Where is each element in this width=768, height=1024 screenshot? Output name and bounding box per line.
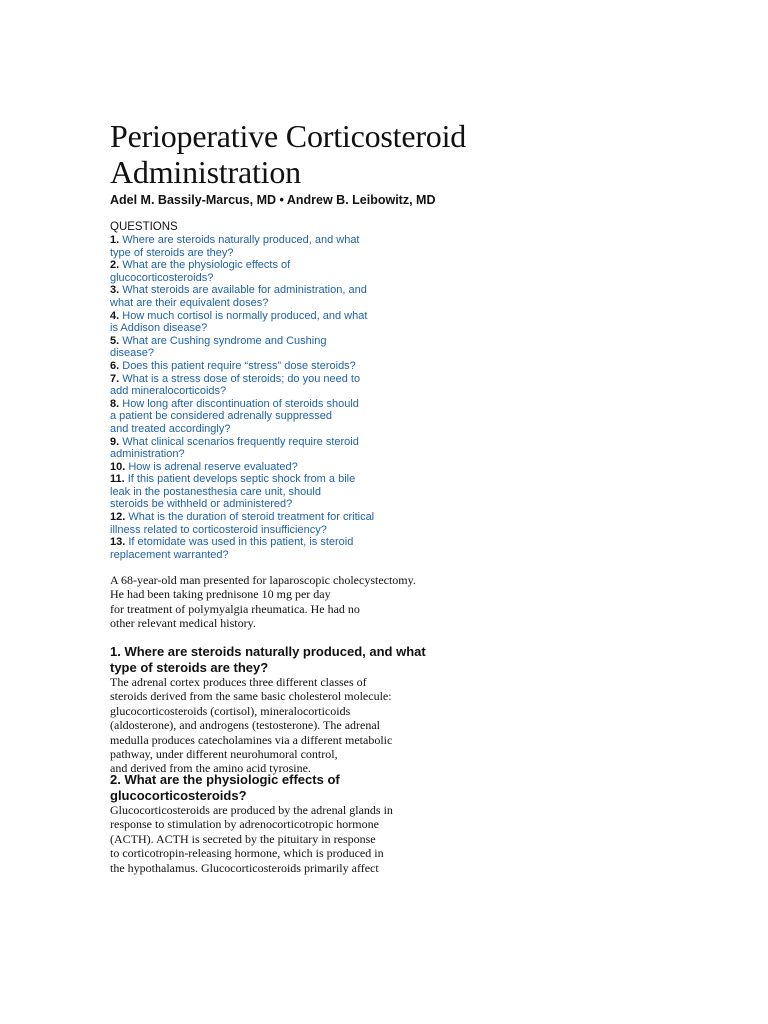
question-item-9[interactable]	[110, 436, 374, 461]
question-number: 5.	[110, 334, 120, 347]
author-line: Adel M. Bassily-Marcus, MD • Andrew B. Leibowitz, MD	[110, 193, 436, 207]
question-link-cont[interactable]: illness related to corticosteroid insufficiency?	[110, 523, 327, 536]
question-link[interactable]: Does this patient require “stress” dose steroids?	[122, 359, 356, 372]
case-line: for treatment of polymyalgia rheumatica. He had no	[110, 601, 360, 616]
section-heading-line: type of steroids are they?	[110, 659, 269, 675]
case-description	[110, 573, 416, 631]
question-link[interactable]: How much cortisol is normally produced, and what	[122, 309, 368, 322]
title-line-1: Perioperative Corticosteroid	[110, 118, 467, 154]
question-number: 9.	[110, 435, 120, 448]
question-item-5[interactable]	[110, 335, 374, 360]
question-link[interactable]: If this patient develops septic shock from a bile	[127, 473, 356, 486]
question-link-cont[interactable]: what are their equivalent doses?	[110, 296, 269, 309]
question-link[interactable]: What are the physiologic effects of	[122, 259, 291, 272]
question-link-cont[interactable]: add mineralocorticoids?	[110, 385, 227, 398]
question-link[interactable]: What clinical scenarios frequently require steroid	[122, 435, 359, 448]
questions-heading: QUESTIONS	[110, 221, 178, 233]
question-number: 7.	[110, 372, 120, 385]
question-number: 12.	[110, 511, 126, 524]
question-link[interactable]: What steroids are available for administration, and	[122, 284, 367, 297]
section-heading-line: 1. Where are steroids naturally produced, and what	[110, 644, 426, 659]
body-line: (ACTH). ACTH is secreted by the pituitary in response	[110, 831, 376, 846]
body-line: steroids derived from the same basic cholesterol molecule:	[110, 689, 392, 704]
question-number: 13.	[110, 536, 126, 549]
question-link-cont[interactable]: leak in the postanesthesia care unit, should	[110, 485, 321, 498]
body-line: glucocorticosteroids (cortisol), mineralocorticoids	[110, 703, 351, 718]
question-number: 1.	[110, 234, 120, 246]
body-line: medulla produces catecholamines via a different metabolic	[110, 732, 393, 747]
question-item-1[interactable]	[110, 234, 374, 259]
body-line: The adrenal cortex produces three different classes of	[110, 675, 367, 689]
body-line: and derived from the amino acid tyrosine.	[110, 761, 311, 776]
section-2-body	[110, 803, 393, 875]
question-item-11[interactable]	[110, 473, 374, 511]
section-2-heading	[110, 772, 340, 803]
question-link[interactable]: What are Cushing syndrome and Cushing	[122, 334, 327, 347]
case-line: other relevant medical history.	[110, 616, 256, 631]
questions-list	[110, 234, 374, 561]
body-line: (aldosterone), and androgens (testosterone). The adrenal	[110, 718, 381, 733]
question-item-10[interactable]	[110, 461, 374, 474]
question-number: 6.	[110, 359, 120, 372]
question-number: 4.	[110, 309, 120, 322]
question-item-3[interactable]	[110, 284, 374, 309]
question-link[interactable]: What is a stress dose of steroids; do you need to	[122, 372, 361, 385]
question-number: 2.	[110, 259, 120, 272]
question-link-cont[interactable]: is Addison disease?	[110, 322, 208, 335]
question-link-cont[interactable]: type of steroids are they?	[110, 246, 234, 259]
question-number: 3.	[110, 284, 120, 297]
case-line: He had been taking prednisone 10 mg per day	[110, 587, 331, 602]
question-link[interactable]: How long after discontinuation of steroids should	[122, 397, 359, 410]
body-line: to corticotropin-releasing hormone, which is produced in	[110, 846, 384, 861]
section-1-body	[110, 675, 392, 776]
question-link[interactable]: Where are steroids naturally produced, and what	[122, 234, 360, 246]
question-item-12[interactable]	[110, 511, 374, 536]
question-item-13[interactable]	[110, 536, 374, 561]
section-1-heading	[110, 644, 426, 675]
question-link-cont[interactable]: and treated accordingly?	[110, 422, 231, 435]
question-item-8[interactable]	[110, 398, 374, 436]
question-link-cont[interactable]: steroids be withheld or administered?	[110, 498, 293, 511]
question-link[interactable]: What is the duration of steroid treatment for critical	[128, 511, 375, 524]
body-line: the hypothalamus. Glucocorticosteroids primarily affect	[110, 860, 379, 875]
question-number: 10.	[110, 460, 126, 473]
body-line: pathway, under different neurohumoral control,	[110, 747, 338, 762]
question-link[interactable]: How is adrenal reserve evaluated?	[128, 460, 298, 473]
section-heading-line: glucocorticosteroids?	[110, 787, 247, 803]
question-link-cont[interactable]: a patient be considered adrenally suppressed	[110, 410, 332, 423]
question-number: 8.	[110, 397, 120, 410]
body-line: response to stimulation by adrenocorticotropic hormone	[110, 817, 379, 832]
question-link-cont[interactable]: glucocorticosteroids?	[110, 271, 214, 284]
question-link[interactable]: If etomidate was used in this patient, is steroid	[128, 536, 354, 549]
question-item-4[interactable]	[110, 310, 374, 335]
section-heading-line: 2. What are the physiologic effects of	[110, 772, 340, 787]
question-item-2[interactable]	[110, 259, 374, 284]
question-item-6[interactable]	[110, 360, 374, 373]
title-line-2: Administration	[110, 154, 301, 190]
question-number: 11.	[110, 473, 125, 486]
question-link-cont[interactable]: disease?	[110, 347, 155, 360]
question-item-7[interactable]	[110, 373, 374, 398]
page-title	[110, 118, 466, 190]
question-link-cont[interactable]: replacement warranted?	[110, 548, 229, 561]
case-line: A 68-year-old man presented for laparoscopic cholecystectomy.	[110, 573, 416, 587]
question-link-cont[interactable]: administration?	[110, 448, 185, 461]
body-line: Glucocorticosteroids are produced by the adrenal glands in	[110, 803, 393, 817]
